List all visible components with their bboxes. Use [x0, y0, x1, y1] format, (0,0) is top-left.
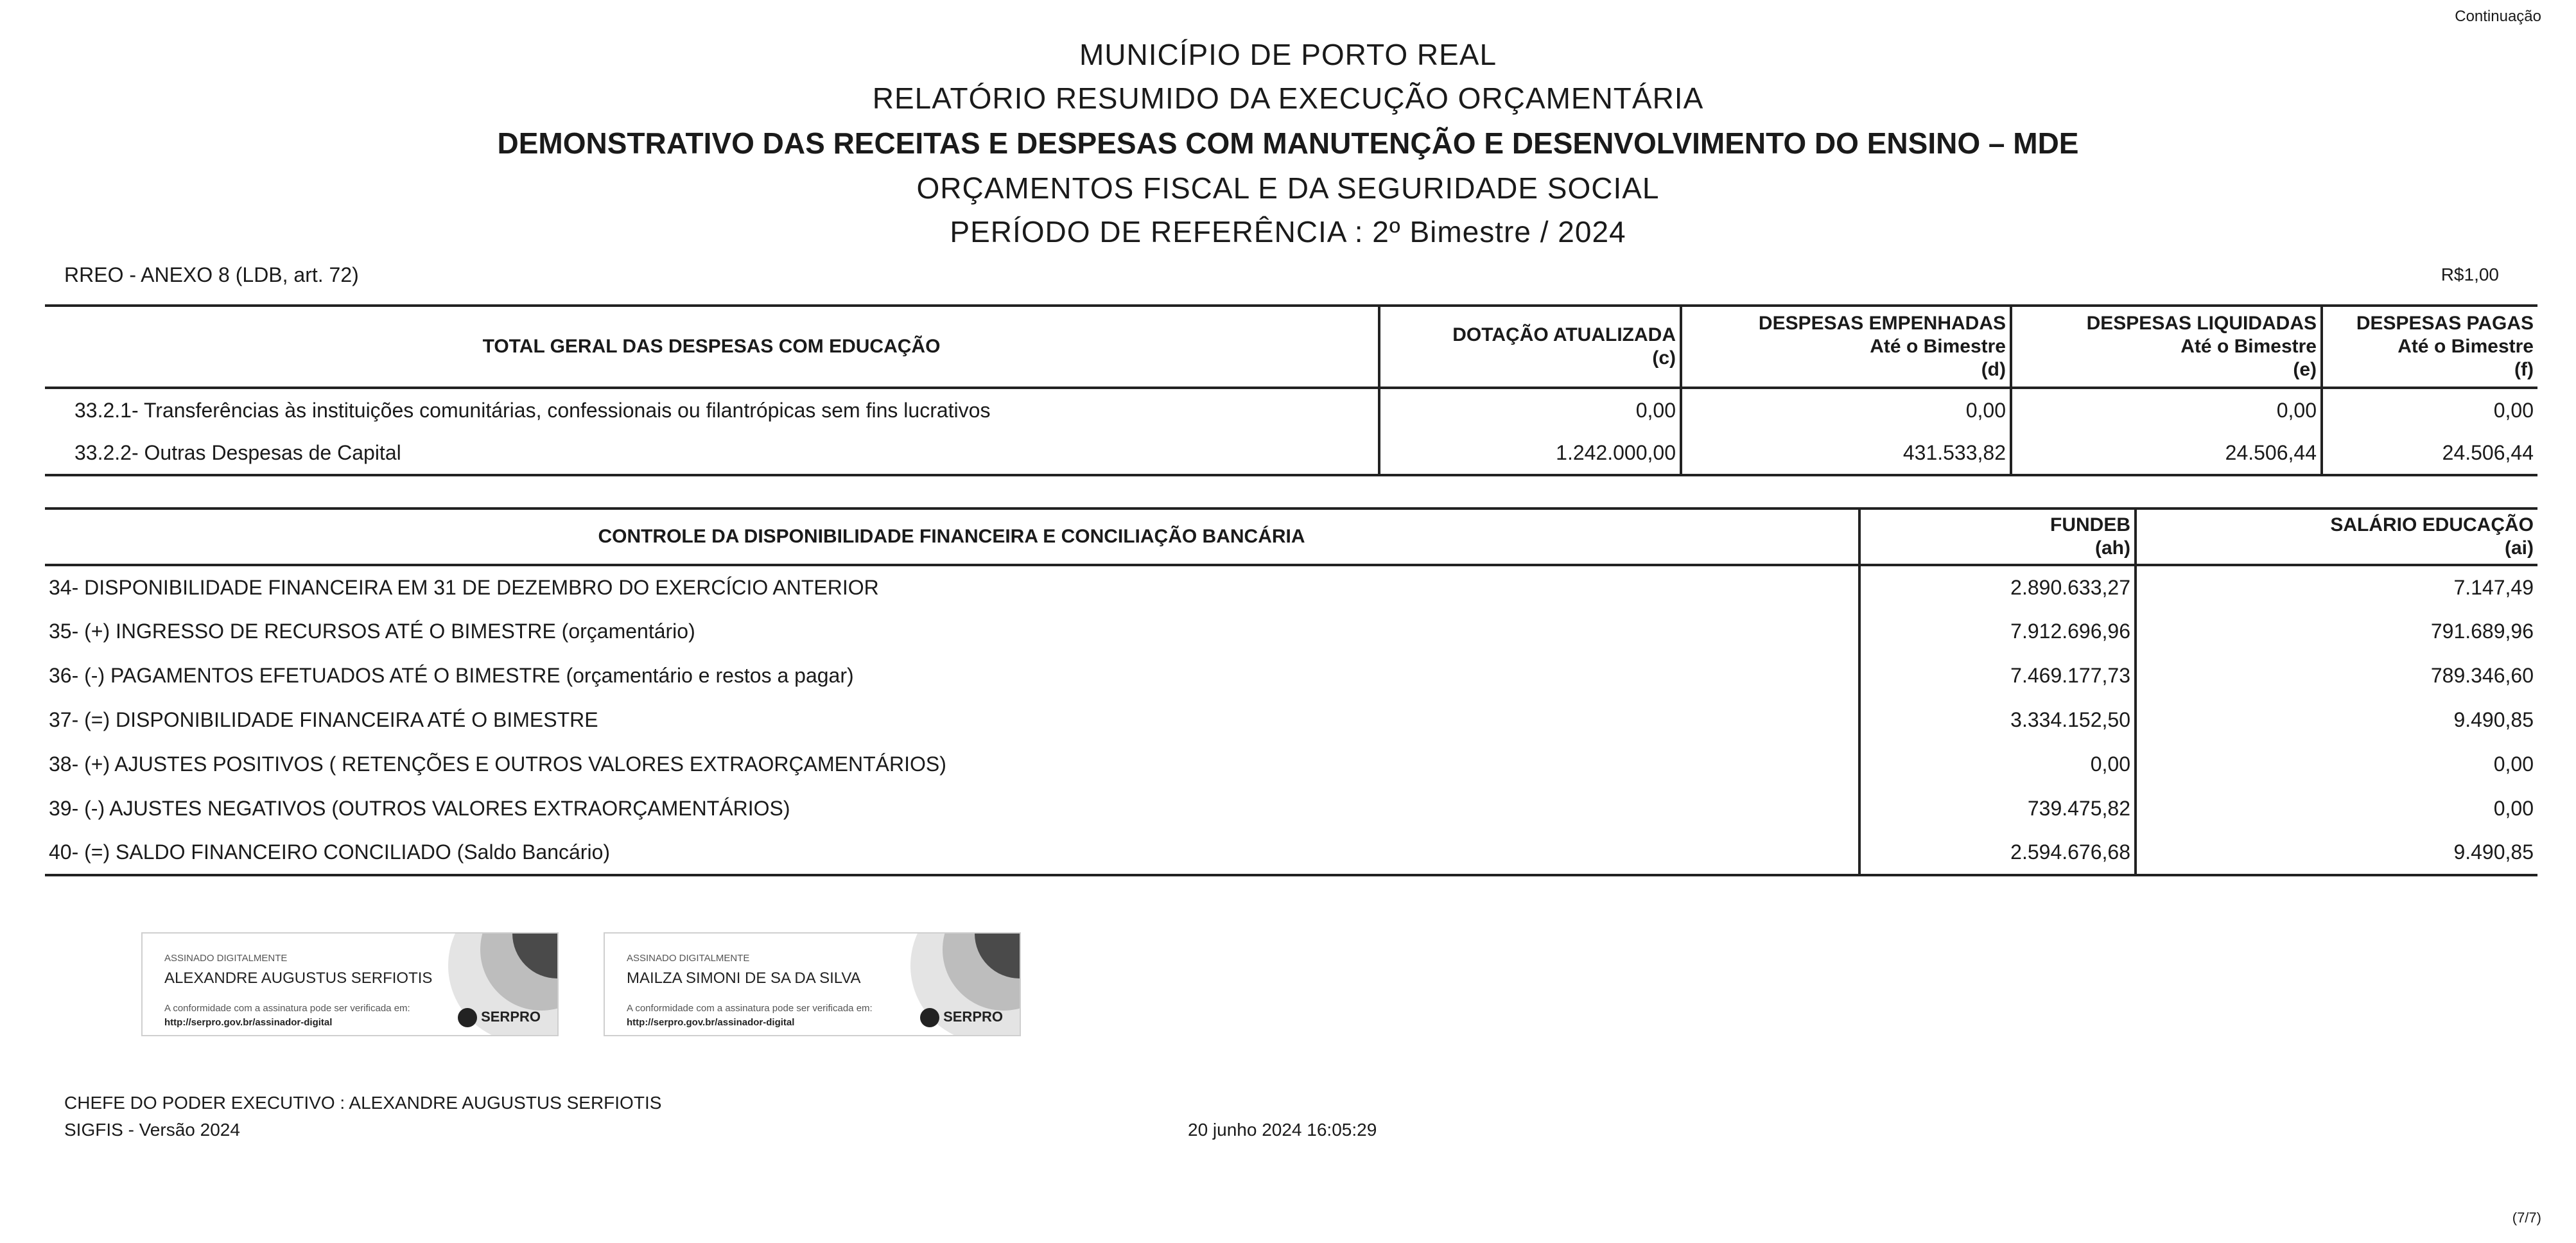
- header-line: Até o Bimestre: [2180, 336, 2317, 357]
- table-header-row: [45, 509, 2537, 565]
- table-row: [45, 698, 2537, 742]
- education-expenses-table: [45, 304, 2537, 476]
- digital-signature-stamp: [604, 932, 1021, 1036]
- header-line: (ai): [2505, 537, 2534, 559]
- cell-liquidated: 24.506,44: [2011, 431, 2322, 475]
- row-label: 35- (+) INGRESSO DE RECURSOS ATÉ O BIMESTRE (orçamentário): [49, 620, 695, 643]
- cell-updated-allocation: 1.242.000,00: [1379, 431, 1681, 475]
- header-line: DESPESAS PAGAS: [2356, 313, 2534, 334]
- cell-fundeb: 3.334.152,50: [1859, 698, 2136, 742]
- table-row: [45, 742, 2537, 787]
- row-label: 40- (=) SALDO FINANCEIRO CONCILIADO (Saldo Bancário): [49, 840, 611, 864]
- verification-note: A conformidade com a assinatura pode ser verificada em:: [627, 1003, 873, 1014]
- header-line: FUNDEB: [2050, 514, 2130, 535]
- header-line: Até o Bimestre: [1870, 336, 2006, 357]
- header-line: (d): [1981, 359, 2006, 380]
- cell-updated-allocation: 0,00: [1379, 388, 1681, 431]
- cell-education-salary: 7.147,49: [2136, 565, 2537, 609]
- logo-text: SERPRO: [481, 1008, 541, 1025]
- header-line: SALÁRIO EDUCAÇÃO: [2330, 514, 2534, 535]
- page-number: (7/7): [2512, 1210, 2541, 1226]
- currency-unit: R$1,00: [2441, 265, 2499, 284]
- table-row: [45, 388, 2537, 431]
- table-row: [45, 565, 2537, 609]
- row-label: 38- (+) AJUSTES POSITIVOS ( RETENÇÕES E OUTROS VALORES EXTRAORÇAMENTÁRIOS): [49, 752, 946, 776]
- header-line: (c): [1652, 347, 1676, 369]
- column-header-liquidated: [2011, 306, 2322, 388]
- header-line: Até o Bimestre: [2398, 336, 2534, 357]
- serpro-logo: [458, 1008, 541, 1027]
- cell-fundeb: 0,00: [1859, 742, 2136, 787]
- cell-education-salary: 0,00: [2136, 787, 2537, 831]
- continuation-label: Continuação: [2455, 8, 2541, 25]
- row-label: 33.2.1- Transferências às instituições comunitárias, confessionais ou filantrópicas sem fins lucrativos: [74, 398, 991, 422]
- verification-url: http://serpro.gov.br/assinador-digital: [164, 1017, 333, 1028]
- table-header-row: [45, 306, 2537, 388]
- column-header-committed: [1681, 306, 2011, 388]
- table-row: [45, 831, 2537, 875]
- cell-education-salary: 0,00: [2136, 742, 2537, 787]
- municipality-title: MUNICÍPIO DE PORTO REAL: [1079, 38, 1497, 71]
- header-line: DOTAÇÃO ATUALIZADA: [1452, 324, 1676, 345]
- cell-fundeb: 7.469.177,73: [1859, 654, 2136, 698]
- system-version: SIGFIS - Versão 2024: [64, 1120, 240, 1140]
- serpro-logo-icon: [458, 1008, 477, 1027]
- table-row: [45, 654, 2537, 698]
- cell-paid: 0,00: [2322, 388, 2537, 431]
- column-header-education-salary: [2136, 509, 2537, 565]
- statement-title: DEMONSTRATIVO DAS RECEITAS E DESPESAS COM MANUTENÇÃO E DESENVOLVIMENTO DO ENSINO – MDE: [497, 126, 2079, 160]
- cell-education-salary: 9.490,85: [2136, 698, 2537, 742]
- header-line: (e): [2293, 359, 2317, 380]
- column-header-description: CONTROLE DA DISPONIBILIDADE FINANCEIRA E CONCILIAÇÃO BANCÁRIA: [45, 509, 1859, 565]
- reference-period: PERÍODO DE REFERÊNCIA : 2º Bimestre / 2024: [950, 215, 1626, 248]
- stamp-caption: ASSINADO DIGITALMENTE: [164, 953, 288, 964]
- header-line: DESPESAS EMPENHADAS: [1758, 313, 2006, 334]
- cell-education-salary: 791.689,96: [2136, 609, 2537, 654]
- table-row: [45, 431, 2537, 475]
- header-line: DESPESAS LIQUIDADAS: [2086, 313, 2317, 334]
- stamp-caption: ASSINADO DIGITALMENTE: [627, 953, 750, 964]
- cell-committed: 0,00: [1681, 388, 2011, 431]
- column-header-description: TOTAL GERAL DAS DESPESAS COM EDUCAÇÃO: [45, 306, 1379, 388]
- column-header-paid: [2322, 306, 2537, 388]
- signer-name: ALEXANDRE AUGUSTUS SERFIOTIS: [164, 969, 433, 987]
- table-row: [45, 787, 2537, 831]
- cell-fundeb: 7.912.696,96: [1859, 609, 2136, 654]
- signer-name: MAILZA SIMONI DE SA DA SILVA: [627, 969, 861, 987]
- cell-liquidated: 0,00: [2011, 388, 2322, 431]
- executive-chief: CHEFE DO PODER EXECUTIVO : ALEXANDRE AUGUSTUS SERFIOTIS: [64, 1093, 662, 1113]
- cell-paid: 24.506,44: [2322, 431, 2537, 475]
- header-line: (f): [2514, 359, 2534, 380]
- header-line: (ah): [2095, 537, 2130, 559]
- row-label: 37- (=) DISPONIBILIDADE FINANCEIRA ATÉ O BIMESTRE: [49, 708, 598, 731]
- cell-committed: 431.533,82: [1681, 431, 2011, 475]
- digital-signature-stamp: [141, 932, 559, 1036]
- verification-url: http://serpro.gov.br/assinador-digital: [627, 1017, 795, 1028]
- row-label: 34- DISPONIBILIDADE FINANCEIRA EM 31 DE DEZEMBRO DO EXERCÍCIO ANTERIOR: [49, 576, 879, 599]
- cell-education-salary: 9.490,85: [2136, 831, 2537, 875]
- cell-fundeb: 739.475,82: [1859, 787, 2136, 831]
- financial-control-table: [45, 507, 2537, 876]
- annex-label: RREO - ANEXO 8 (LDB, art. 72): [64, 263, 359, 286]
- row-label: 33.2.2- Outras Despesas de Capital: [74, 440, 401, 464]
- cell-fundeb: 2.594.676,68: [1859, 831, 2136, 875]
- column-header-fundeb: [1859, 509, 2136, 565]
- serpro-logo: [920, 1008, 1003, 1027]
- budget-scope: ORÇAMENTOS FISCAL E DA SEGURIDADE SOCIAL: [916, 171, 1660, 205]
- logo-text: SERPRO: [943, 1008, 1003, 1025]
- row-label: 36- (-) PAGAMENTOS EFETUADOS ATÉ O BIMESTRE (orçamentário e restos a pagar): [49, 664, 854, 687]
- row-label: 39- (-) AJUSTES NEGATIVOS (OUTROS VALORES EXTRAORÇAMENTÁRIOS): [49, 797, 790, 820]
- cell-fundeb: 2.890.633,27: [1859, 565, 2136, 609]
- cell-education-salary: 789.346,60: [2136, 654, 2537, 698]
- table-row: [45, 609, 2537, 654]
- serpro-logo-icon: [920, 1008, 939, 1027]
- column-header-updated-allocation: [1379, 306, 1681, 388]
- verification-note: A conformidade com a assinatura pode ser verificada em:: [164, 1003, 410, 1014]
- report-title: RELATÓRIO RESUMIDO DA EXECUÇÃO ORÇAMENTÁRIA: [872, 82, 1704, 115]
- generation-timestamp: 20 junho 2024 16:05:29: [1188, 1120, 1377, 1140]
